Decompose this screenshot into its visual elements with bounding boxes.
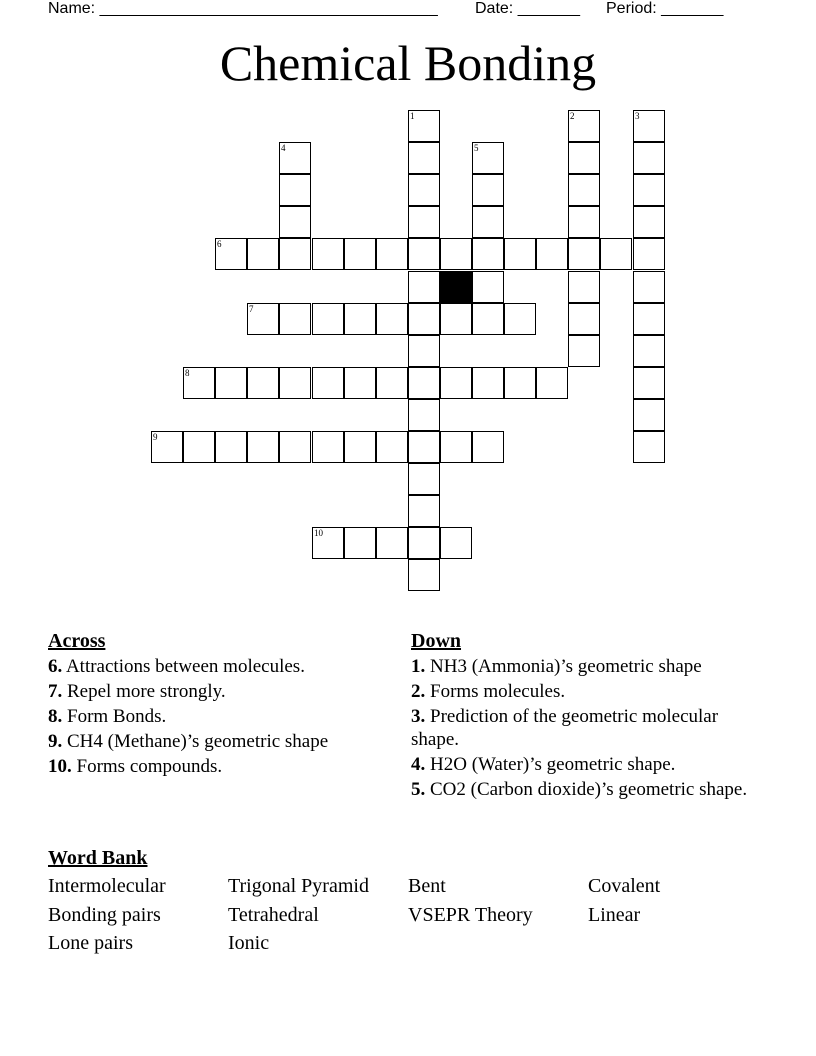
down-clue-5: 5. CO2 (Carbon dioxide)’s geometric shape. (411, 779, 748, 800)
word-bank-item: Linear (588, 904, 641, 926)
crossword-cell[interactable] (440, 303, 472, 335)
clue-number: 6 (217, 239, 222, 249)
crossword-cell[interactable] (312, 527, 344, 559)
crossword-cell[interactable] (344, 367, 376, 399)
crossword-cell[interactable] (472, 271, 504, 303)
word-bank-item: Intermolecular (48, 875, 166, 897)
crossword-cell[interactable] (472, 431, 504, 463)
crossword-cell[interactable] (279, 174, 311, 206)
crossword-black-cell (440, 271, 472, 303)
crossword-cell[interactable] (279, 142, 311, 174)
clue-number: 10 (314, 528, 323, 538)
crossword-cell[interactable] (344, 238, 376, 270)
word-bank-title: Word Bank (48, 847, 148, 869)
crossword-cell[interactable] (408, 367, 440, 399)
crossword-cell[interactable] (600, 238, 632, 270)
word-bank-item: Trigonal Pyramid (228, 875, 369, 897)
crossword-cell[interactable] (568, 271, 600, 303)
crossword-cell[interactable] (279, 238, 311, 270)
crossword-cell[interactable] (151, 431, 183, 463)
crossword-cell[interactable] (408, 110, 440, 142)
crossword-cell[interactable] (408, 206, 440, 238)
crossword-cell[interactable] (568, 238, 600, 270)
word-bank-item: Tetrahedral (228, 904, 319, 926)
crossword-cell[interactable] (408, 559, 440, 591)
crossword-cell[interactable] (440, 367, 472, 399)
crossword-cell[interactable] (247, 367, 279, 399)
word-bank-item: Bonding pairs (48, 904, 161, 926)
clue-number: 8 (185, 368, 190, 378)
crossword-cell[interactable] (279, 367, 311, 399)
crossword-cell[interactable] (408, 238, 440, 270)
clue-number: 3 (635, 111, 640, 121)
crossword-cell[interactable] (279, 206, 311, 238)
crossword-cell[interactable] (408, 271, 440, 303)
crossword-cell[interactable] (312, 431, 344, 463)
across-heading: Across (48, 630, 106, 652)
crossword-cell[interactable] (536, 367, 568, 399)
crossword-cell[interactable] (504, 303, 536, 335)
crossword-cell[interactable] (472, 142, 504, 174)
crossword-cell[interactable] (633, 303, 665, 335)
crossword-cell[interactable] (408, 463, 440, 495)
crossword-cell[interactable] (312, 238, 344, 270)
crossword-cell[interactable] (536, 238, 568, 270)
crossword-cell[interactable] (376, 303, 408, 335)
crossword-cell[interactable] (472, 174, 504, 206)
crossword-cell[interactable] (633, 110, 665, 142)
date-field[interactable]: Date: _______ (475, 0, 580, 17)
clue-number: 5 (474, 143, 479, 153)
crossword-cell[interactable] (312, 303, 344, 335)
word-bank-item: Ionic (228, 932, 270, 954)
crossword-cell[interactable] (312, 367, 344, 399)
clue-number: 4 (281, 143, 286, 153)
crossword-cell[interactable] (408, 527, 440, 559)
crossword-cell[interactable] (279, 431, 311, 463)
crossword-cell[interactable] (633, 142, 665, 174)
across-clue-8: 8. Form Bonds. (48, 706, 167, 727)
word-bank-item: Covalent (588, 875, 661, 897)
crossword-cell[interactable] (633, 431, 665, 463)
name-field[interactable]: Name: ______________________________________ (48, 0, 438, 17)
crossword-cell[interactable] (408, 431, 440, 463)
across-clues (48, 630, 398, 780)
across-clue-7: 7. Repel more strongly. (48, 681, 226, 702)
crossword-cell[interactable] (344, 527, 376, 559)
crossword-cell[interactable] (183, 367, 215, 399)
down-clue-3: 3. Prediction of the geometric molecular shape. (411, 706, 719, 750)
crossword-cell[interactable] (408, 303, 440, 335)
crossword-cell[interactable] (440, 238, 472, 270)
down-clues (411, 630, 761, 803)
crossword-cell[interactable] (344, 431, 376, 463)
period-field[interactable]: Period: _______ (606, 0, 724, 17)
crossword-cell[interactable] (376, 367, 408, 399)
across-clue-6: 6. Attractions between molecules. (48, 656, 305, 677)
crossword-cell[interactable] (376, 431, 408, 463)
crossword-cell[interactable] (633, 206, 665, 238)
across-clue-9: 9. CH4 (Methane)’s geometric shape (48, 731, 329, 752)
crossword-cell[interactable] (247, 238, 279, 270)
crossword-cell[interactable] (472, 367, 504, 399)
word-bank-item: Lone pairs (48, 932, 133, 954)
crossword-cell[interactable] (568, 174, 600, 206)
page-title: Chemical Bonding (219, 35, 597, 91)
crossword-cell[interactable] (215, 367, 247, 399)
crossword-cell[interactable] (633, 271, 665, 303)
crossword-cell[interactable] (215, 431, 247, 463)
down-clue-4: 4. H2O (Water)’s geometric shape. (411, 754, 676, 775)
crossword-cell[interactable] (344, 303, 376, 335)
crossword-cell[interactable] (247, 303, 279, 335)
word-bank-item: Bent (408, 875, 446, 897)
crossword-cell[interactable] (183, 431, 215, 463)
crossword-cell[interactable] (408, 174, 440, 206)
crossword-cell[interactable] (568, 110, 600, 142)
crossword-cell[interactable] (408, 142, 440, 174)
down-clue-1: 1. NH3 (Ammonia)’s geometric shape (411, 656, 702, 677)
crossword-cell[interactable] (472, 206, 504, 238)
crossword-cell[interactable] (440, 527, 472, 559)
crossword-cell[interactable] (633, 399, 665, 431)
crossword-cell[interactable] (568, 335, 600, 367)
crossword-cell[interactable] (215, 238, 247, 270)
crossword-cell[interactable] (633, 238, 665, 270)
crossword-cell[interactable] (568, 303, 600, 335)
down-heading: Down (411, 630, 462, 652)
crossword-cell[interactable] (568, 206, 600, 238)
crossword-cell[interactable] (376, 238, 408, 270)
crossword-cell[interactable] (408, 335, 440, 367)
crossword-cell[interactable] (504, 367, 536, 399)
crossword-cell[interactable] (279, 303, 311, 335)
crossword-cell[interactable] (633, 174, 665, 206)
clue-number: 2 (570, 111, 575, 121)
down-clue-2: 2. Forms molecules. (411, 681, 566, 702)
crossword-cell[interactable] (440, 431, 472, 463)
crossword-cell[interactable] (633, 335, 665, 367)
crossword-cell[interactable] (568, 142, 600, 174)
crossword-cell[interactable] (472, 238, 504, 270)
across-clue-10: 10. Forms compounds. (48, 756, 223, 777)
crossword-cell[interactable] (472, 303, 504, 335)
crossword-cell[interactable] (247, 431, 279, 463)
crossword-cell[interactable] (408, 495, 440, 527)
crossword-cell[interactable] (408, 399, 440, 431)
crossword-cell[interactable] (633, 367, 665, 399)
clue-number: 1 (410, 111, 415, 121)
clue-number: 7 (249, 304, 254, 314)
word-bank-item: VSEPR Theory (408, 904, 533, 926)
crossword-cell[interactable] (376, 527, 408, 559)
clue-number: 9 (153, 432, 158, 442)
crossword-cell[interactable] (504, 238, 536, 270)
